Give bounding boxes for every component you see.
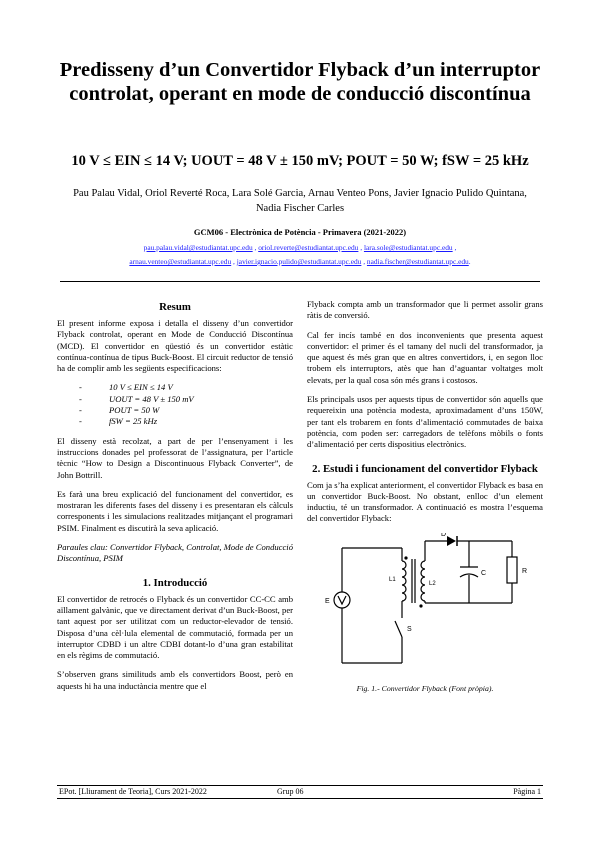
paper-specs: 10 V ≤ EIN ≤ 14 V; UOUT = 48 V ± 150 mV; POUT = 50 W; fSW = 25 kHz xyxy=(71,153,529,169)
body-paragraph: Com ja s’ha explicat anteriorment, el convertidor Flyback es basa en un convertidor Buck-Boost. No obstant, enlloc d’un element inductiu, té un transformador. A continuació es mostra l’esquema del convertidor Flyback: xyxy=(307,479,544,524)
intro-paragraph: S’observen grans similituds amb els convertidors Boost, però en aquests hi ha una inductància mentre que el xyxy=(57,669,293,691)
paper-title: Predisseny d’un Convertidor Flyback d’un interruptor controlat, operant en mode de conducció discontínua xyxy=(59,59,541,105)
label-l1: L1 xyxy=(389,576,396,583)
right-column xyxy=(307,299,543,694)
authors: Pau Palau Vidal, Oriol Reverté Roca, Lara Solé Garcia, Arnau Venteo Pons, Javier Ignacio Pulido Quintana, Nadia Fischer Carles xyxy=(73,188,527,214)
footer-left: EPot. [Lliurament de Teoria], Curs 2021-2022 xyxy=(59,787,207,796)
footer-page-number: Pàgina 1 xyxy=(513,787,541,796)
abstract-paragraph: El disseny està recolzat, a part de per l’ensenyament i les instruccions donades pel professorat de l’assignatura, per l’article tècnic “How to Design a Discontinuous Flyback Converter”, de John Bottrill. xyxy=(57,435,293,480)
label-d: D xyxy=(441,532,447,538)
body-paragraph: Flyback compta amb un transformador que li permet assolir grans ràtis de conversió. xyxy=(307,299,543,321)
spec-item: - UOUT = 48 V ± 150 mV xyxy=(109,394,293,405)
left-column xyxy=(57,301,293,700)
course-line: GCM06 - Electrònica de Potència - Primavera (2021-2022) xyxy=(193,227,407,237)
abstract-heading: Resum xyxy=(159,301,191,313)
abstract-paragraph: Es farà una breu explicació del funcionament del convertidor, es mostraran les diferents fases del disseny i es presentaran els càlculs corresponents i les simulacions realitzades mitjançant el programari PSIM. Finalment es discutirà la seva aplicació. xyxy=(57,488,293,533)
flyback-circuit-figure xyxy=(307,533,543,683)
spec-list xyxy=(57,382,293,427)
email-link[interactable]: oriol.reverte@estudiantat.upc.edu xyxy=(258,243,359,252)
email-list: pau.palau.vidal@estudiantat.upc.edu , oriol.reverte@estudiantat.upc.edu , lara.sole@estudiantat.upc.edu , arnau.venteo@estudiantat.upc.edu , javier.ignacio.pulido@estudiantat.upc.edu , nadia.fischer@estudiantat.upc.edu. xyxy=(129,243,471,266)
keywords: Paraules clau: Convertidor Flyback, Controlat, Mode de Conducció Discontínua, PSIM xyxy=(57,542,293,564)
spec-item: - 10 V ≤ EIN ≤ 14 V xyxy=(109,382,293,393)
circuit-diagram xyxy=(307,533,543,683)
page-footer xyxy=(57,785,543,799)
email-link[interactable]: arnau.venteo@estudiantat.upc.edu xyxy=(129,257,232,266)
section2-heading: 2. Estudi i funcionament del convertidor Flyback xyxy=(312,462,538,475)
email-link[interactable]: javier.ignacio.pulido@estudiantat.upc.edu xyxy=(236,257,362,266)
spec-item: - fSW = 25 kHz xyxy=(109,416,293,427)
abstract-paragraph: El present informe exposa i detalla el disseny d’un convertidor Flyback controlat, operant en Mode de Conducció Discontínua (MCD). El convertidor en qüestió és un convertidor estàtic contínua-contínua de tipus Buck-Boost. El circuit reductor de tensió ha de complir amb les següents especificacions: xyxy=(57,318,293,374)
figure-caption: Fig. 1.- Convertidor Flyback (Font pròpia). xyxy=(356,683,494,693)
label-r: R xyxy=(522,567,528,575)
body-paragraph: Cal fer incís també en dos inconvenients que presenta aquest convertidor: el primer és el tamany del nucli del transformador, ja que aquest és més gran que en altres convertidors, i, en segon lloc trobem els interruptors, atès que han d’aguantar voltatges molt elevats, per la qual cosa són més grans i costosos. xyxy=(307,329,543,385)
email-link[interactable]: nadia.fischer@estudiantat.upc.edu xyxy=(366,257,469,266)
intro-paragraph: El convertidor de retrocés o Flyback és un convertidor CC-CC amb aïllament galvànic, que ve directament derivat d’un Buck-Boost, per tant aquest por ser utilitzat com un reductor-elevador de tensió. Disposa d’una cèl·lula elemental de commutació, formada per un interruptor CDBD i un altre CDBI dotant-lo d’una gran estabilitat en els règims de commutació. xyxy=(57,593,293,661)
spec-item: - POUT = 50 W xyxy=(109,405,293,416)
header-rule xyxy=(60,281,540,282)
label-c: C xyxy=(481,569,487,577)
label-l2: L2 xyxy=(429,580,436,587)
intro-heading: 1. Introducció xyxy=(142,576,208,589)
body-paragraph: Els principals usos per aquests tipus de convertidor són aquells que requereixin una potència modesta, aproximadament d’uns 150W, per tant els trobarem en fonts d’alimentació commutades de baixa potència, com poden ser: carregadors de telèfons mòbils o fonts d’alimentació per certs dispositius electrònics. xyxy=(307,394,543,450)
email-link[interactable]: pau.palau.vidal@estudiantat.upc.edu xyxy=(143,243,253,252)
footer-center: Grup 06 xyxy=(277,787,304,796)
email-link[interactable]: lara.sole@estudiantat.upc.edu xyxy=(363,243,453,252)
label-s: S xyxy=(407,625,412,633)
label-e: E xyxy=(325,597,330,605)
